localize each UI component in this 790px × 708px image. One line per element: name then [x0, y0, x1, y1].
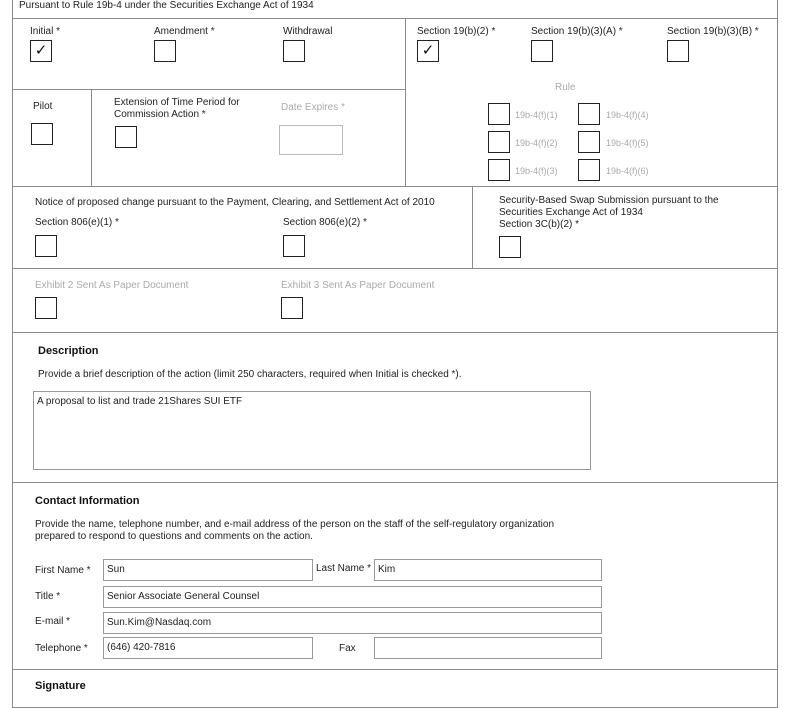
divider — [91, 89, 92, 186]
rule-f3-checkbox[interactable] — [488, 159, 510, 181]
rule-f2-label: 19b-4(f)(2) — [515, 138, 558, 148]
withdrawal-label: Withdrawal — [283, 26, 333, 37]
telephone-label: Telephone * — [35, 643, 88, 654]
section-806e1-checkbox[interactable] — [35, 235, 57, 257]
title-field[interactable]: Senior Associate General Counsel — [103, 586, 602, 608]
rule-f6-checkbox[interactable] — [578, 159, 600, 181]
last-name-label: Last Name * — [316, 563, 372, 574]
divider — [12, 18, 778, 19]
exhibit2-checkbox[interactable] — [35, 297, 57, 319]
extension-checkbox[interactable] — [115, 126, 137, 148]
first-name-label: First Name * — [35, 565, 91, 576]
rule-f1-label: 19b-4(f)(1) — [515, 110, 558, 120]
withdrawal-checkbox[interactable] — [283, 40, 305, 62]
checkmark-icon: ✓ — [34, 41, 48, 59]
rule-f1-checkbox[interactable] — [488, 103, 510, 125]
rule-f6-label: 19b-4(f)(6) — [606, 166, 649, 176]
clearing-notice-label: Notice of proposed change pursuant to the Payment, Clearing, and Settlement Act of 2010 — [35, 197, 435, 208]
divider — [12, 89, 405, 90]
description-textarea[interactable]: A proposal to list and trade 21Shares SUI ETF — [33, 391, 591, 470]
title-label: Title * — [35, 591, 61, 602]
telephone-field[interactable]: (646) 420-7816 — [103, 637, 313, 659]
initial-checkbox[interactable] — [30, 40, 52, 62]
fax-field[interactable] — [374, 637, 602, 659]
divider — [12, 669, 778, 670]
section-19b3b-checkbox[interactable] — [667, 40, 689, 62]
checkmark-icon: ✓ — [421, 41, 435, 59]
section-19b2-checkbox[interactable] — [417, 40, 439, 62]
rule-f4-checkbox[interactable] — [578, 103, 600, 125]
exhibit2-label: Exhibit 2 Sent As Paper Document — [35, 280, 189, 291]
contact-heading: Contact Information — [35, 495, 140, 507]
section-806e1-label: Section 806(e)(1) * — [35, 217, 119, 228]
section-19b3a-label: Section 19(b)(3)(A) * — [531, 26, 623, 37]
rule-f5-checkbox[interactable] — [578, 131, 600, 153]
section-19b3b-label: Section 19(b)(3)(B) * — [667, 26, 759, 37]
date-expires-label: Date Expires * — [281, 102, 345, 113]
section-19b2-label: Section 19(b)(2) * — [417, 26, 496, 37]
swap-label: Securities Exchange Act of 1934 — [499, 207, 643, 218]
divider — [12, 332, 778, 333]
description-heading: Description — [38, 345, 99, 357]
rule-f5-label: 19b-4(f)(5) — [606, 138, 649, 148]
description-instructions: Provide a brief description of the action (limit 250 characters, required when Initial is checked *). — [38, 369, 462, 380]
email-field[interactable]: Sun.Kim@Nasdaq.com — [103, 612, 602, 634]
divider — [405, 18, 406, 186]
amendment-label: Amendment * — [154, 26, 215, 37]
last-name-field[interactable]: Kim — [374, 559, 602, 581]
divider — [472, 186, 473, 268]
divider — [12, 482, 778, 483]
exhibit3-label: Exhibit 3 Sent As Paper Document — [281, 280, 435, 291]
first-name-field[interactable]: Sun — [103, 559, 313, 581]
divider — [12, 186, 778, 187]
pilot-checkbox[interactable] — [31, 123, 53, 145]
extension-label: Extension of Time Period for — [114, 97, 240, 108]
amendment-checkbox[interactable] — [154, 40, 176, 62]
extension-label: Commission Action * — [114, 109, 206, 120]
section-806e2-label: Section 806(e)(2) * — [283, 217, 367, 228]
swap-label: Section 3C(b)(2) * — [499, 219, 580, 230]
email-label: E-mail * — [35, 616, 71, 627]
rule-label: Rule — [555, 82, 576, 93]
rule-f4-label: 19b-4(f)(4) — [606, 110, 649, 120]
section-19b3a-checkbox[interactable] — [531, 40, 553, 62]
initial-label: Initial * — [30, 26, 61, 37]
date-expires-field[interactable] — [279, 125, 343, 155]
swap-checkbox[interactable] — [499, 236, 521, 258]
fax-label: Fax — [339, 643, 356, 654]
section-806e2-checkbox[interactable] — [283, 235, 305, 257]
divider — [12, 268, 778, 269]
contact-instructions: Provide the name, telephone number, and e-mail address of the person on the staff of the self-regulatory organization — [35, 519, 555, 530]
exhibit3-checkbox[interactable] — [281, 297, 303, 319]
pilot-label: Pilot — [33, 101, 53, 112]
contact-instructions: prepared to respond to questions and comments on the action. — [35, 531, 313, 542]
swap-label: Security-Based Swap Submission pursuant to the — [499, 195, 719, 206]
rule-f3-label: 19b-4(f)(3) — [515, 166, 558, 176]
rule-f2-checkbox[interactable] — [488, 131, 510, 153]
signature-heading: Signature — [35, 680, 86, 692]
form-header: Pursuant to Rule 19b-4 under the Securities Exchange Act of 1934 — [19, 0, 314, 11]
